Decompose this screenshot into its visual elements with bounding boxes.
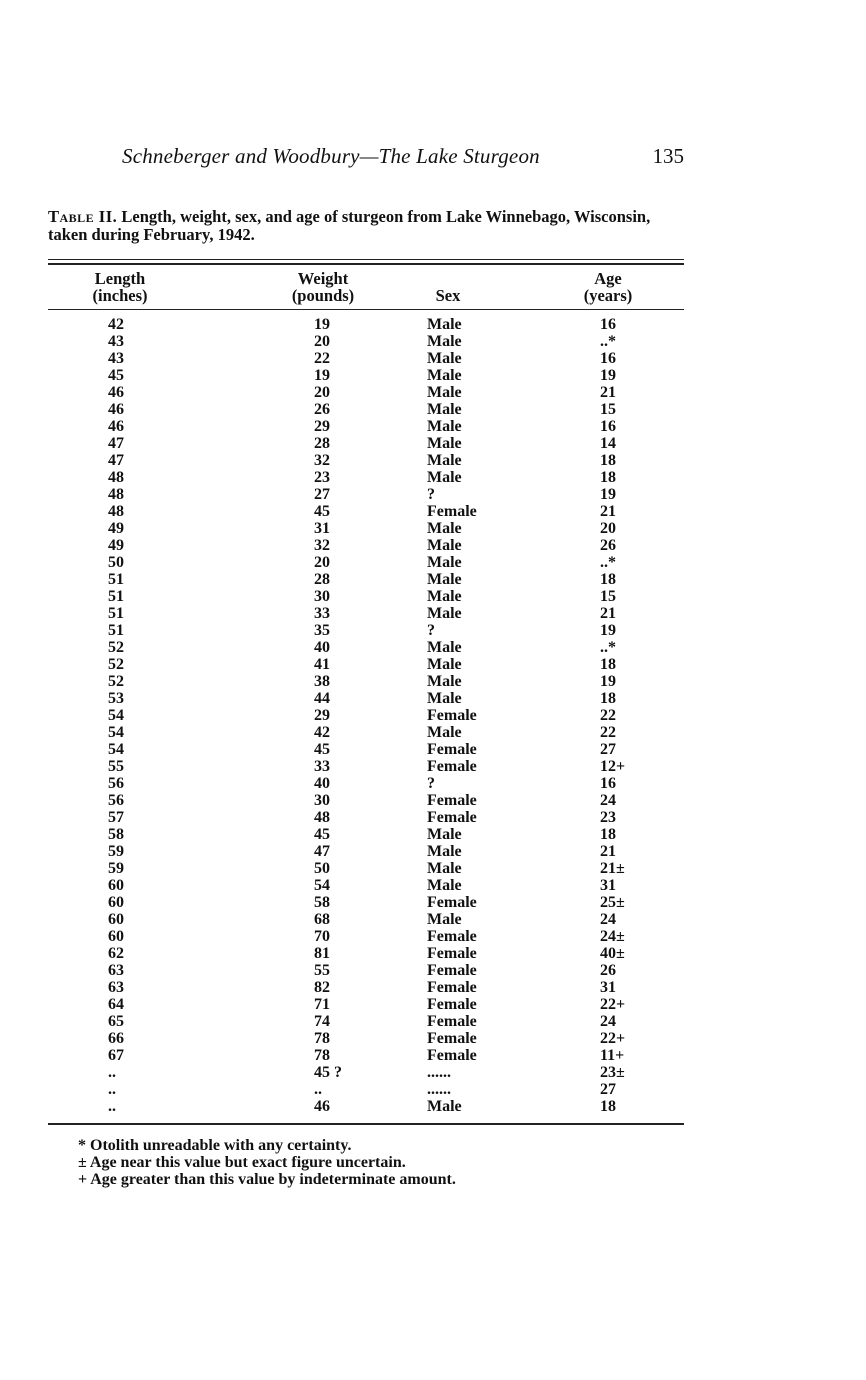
cell-weight: 55	[314, 962, 330, 979]
cell-length: ..	[108, 1064, 116, 1081]
cell-sex: Male	[427, 860, 462, 877]
cell-length: 52	[108, 656, 124, 673]
cell-weight: 68	[314, 911, 330, 928]
table-row	[48, 775, 684, 792]
table-row	[48, 469, 684, 486]
cell-sex: Female	[427, 962, 477, 979]
cell-sex: Male	[427, 316, 462, 333]
cell-sex: Female	[427, 792, 477, 809]
cell-weight: 28	[314, 571, 330, 588]
table-row	[48, 1013, 684, 1030]
cell-weight: 81	[314, 945, 330, 962]
table-row	[48, 554, 684, 571]
cell-length: 62	[108, 945, 124, 962]
cell-sex: Male	[427, 571, 462, 588]
cell-age: 22	[600, 724, 616, 741]
cell-sex: Male	[427, 656, 462, 673]
table-row	[48, 877, 684, 894]
cell-age: 18	[600, 1098, 616, 1115]
cell-weight: 48	[314, 809, 330, 826]
cell-weight: 40	[314, 639, 330, 656]
cell-sex: Male	[427, 367, 462, 384]
cell-weight: 45	[314, 741, 330, 758]
cell-age: 12+	[600, 758, 626, 775]
cell-age: 21	[600, 384, 616, 401]
cell-age: 15	[600, 588, 616, 605]
table-row	[48, 928, 684, 945]
cell-sex: ?	[427, 486, 435, 503]
cell-age: 18	[600, 656, 616, 673]
cell-sex: Female	[427, 894, 477, 911]
cell-sex: Female	[427, 1030, 477, 1047]
column-header-length-line1: Length	[94, 269, 146, 288]
cell-sex: Female	[427, 1047, 477, 1064]
cell-age: ..*	[600, 639, 616, 656]
cell-age: 18	[600, 826, 616, 843]
cell-length: 49	[108, 520, 124, 537]
cell-age: 19	[600, 622, 616, 639]
cell-weight: 54	[314, 877, 330, 894]
column-header-length-line2: (inches)	[92, 286, 148, 305]
cell-age: 24	[600, 792, 616, 809]
cell-sex: ......	[427, 1081, 451, 1098]
cell-sex: Male	[427, 843, 462, 860]
cell-age: 19	[600, 673, 616, 690]
cell-sex: Male	[427, 452, 462, 469]
cell-sex: Male	[427, 877, 462, 894]
cell-sex: Male	[427, 350, 462, 367]
table-caption	[48, 208, 684, 244]
cell-length: 51	[108, 605, 124, 622]
cell-sex: Male	[427, 1098, 462, 1115]
cell-weight: 19	[314, 367, 330, 384]
cell-length: 63	[108, 962, 124, 979]
cell-length: 54	[108, 741, 124, 758]
cell-length: 42	[108, 316, 124, 333]
cell-weight: 47	[314, 843, 330, 860]
cell-age: 21	[600, 605, 616, 622]
cell-weight: 30	[314, 792, 330, 809]
table-row	[48, 945, 684, 962]
cell-length: 59	[108, 843, 124, 860]
table-row	[48, 758, 684, 775]
cell-weight: 23	[314, 469, 330, 486]
table-row	[48, 520, 684, 537]
cell-age: 27	[600, 1081, 616, 1098]
cell-sex: Female	[427, 928, 477, 945]
cell-length: 63	[108, 979, 124, 996]
cell-sex: ?	[427, 622, 435, 639]
cell-age: 31	[600, 877, 616, 894]
cell-weight: 45	[314, 503, 330, 520]
cell-weight: 32	[314, 452, 330, 469]
cell-length: 47	[108, 435, 124, 452]
table-row	[48, 792, 684, 809]
table-row	[48, 1064, 684, 1081]
cell-age: 22	[600, 707, 616, 724]
cell-sex: Male	[427, 911, 462, 928]
column-header-age	[570, 270, 646, 304]
cell-length: 51	[108, 588, 124, 605]
table-row	[48, 316, 684, 333]
cell-age: 20	[600, 520, 616, 537]
cell-weight: 22	[314, 350, 330, 367]
table-row	[48, 690, 684, 707]
cell-weight: 70	[314, 928, 330, 945]
cell-age: 25±	[600, 894, 625, 911]
cell-length: 65	[108, 1013, 124, 1030]
cell-weight: 42	[314, 724, 330, 741]
cell-sex: Male	[427, 418, 462, 435]
cell-sex: Male	[427, 690, 462, 707]
cell-sex: Female	[427, 979, 477, 996]
cell-length: 52	[108, 673, 124, 690]
table-row	[48, 418, 684, 435]
cell-length: 48	[108, 469, 124, 486]
cell-sex: Female	[427, 741, 477, 758]
table-top-rule	[48, 259, 684, 260]
cell-weight: 32	[314, 537, 330, 554]
cell-age: 24	[600, 911, 616, 928]
cell-weight: 29	[314, 707, 330, 724]
cell-age: 21±	[600, 860, 625, 877]
cell-sex: Male	[427, 673, 462, 690]
table-row	[48, 571, 684, 588]
table-row	[48, 350, 684, 367]
cell-weight: 40	[314, 775, 330, 792]
running-head	[122, 144, 684, 174]
cell-age: 26	[600, 962, 616, 979]
cell-length: 45	[108, 367, 124, 384]
table-row	[48, 911, 684, 928]
table-row	[48, 894, 684, 911]
cell-weight: 19	[314, 316, 330, 333]
column-header-weight-line2: (pounds)	[291, 286, 355, 305]
table-row	[48, 741, 684, 758]
table-row	[48, 639, 684, 656]
table-row	[48, 826, 684, 843]
cell-sex: Male	[427, 537, 462, 554]
cell-age: 26	[600, 537, 616, 554]
cell-sex: Male	[427, 435, 462, 452]
table-row	[48, 384, 684, 401]
cell-age: 18	[600, 452, 616, 469]
cell-weight: 50	[314, 860, 330, 877]
cell-length: 46	[108, 401, 124, 418]
table-row	[48, 435, 684, 452]
cell-weight: 45	[314, 826, 330, 843]
cell-length: 60	[108, 928, 124, 945]
cell-sex: Female	[427, 945, 477, 962]
cell-length: 46	[108, 418, 124, 435]
cell-length: 48	[108, 486, 124, 503]
cell-length: 56	[108, 792, 124, 809]
cell-length: 53	[108, 690, 124, 707]
cell-weight: 41	[314, 656, 330, 673]
footnote-asterisk: * Otolith unreadable with any certainty.	[78, 1137, 352, 1154]
cell-length: 66	[108, 1030, 124, 1047]
cell-sex: Male	[427, 554, 462, 571]
table-bottom-rule	[48, 1123, 684, 1125]
cell-length: 54	[108, 724, 124, 741]
table-row	[48, 401, 684, 418]
cell-length: ..	[108, 1098, 116, 1115]
cell-length: 55	[108, 758, 124, 775]
table-row	[48, 860, 684, 877]
cell-sex: Male	[427, 401, 462, 418]
column-header-age-line2: (years)	[583, 286, 633, 305]
footnote-plus-minus: ± Age near this value but exact figure uncertain.	[78, 1154, 406, 1171]
cell-sex: Female	[427, 1013, 477, 1030]
cell-age: 18	[600, 690, 616, 707]
cell-weight: 82	[314, 979, 330, 996]
cell-weight: 20	[314, 384, 330, 401]
cell-sex: ......	[427, 1064, 451, 1081]
cell-length: 56	[108, 775, 124, 792]
running-title: Schneberger and Woodbury—The Lake Sturgeon	[122, 144, 540, 168]
column-header-weight	[278, 270, 368, 304]
cell-age: 27	[600, 741, 616, 758]
cell-weight: 29	[314, 418, 330, 435]
cell-age: ..*	[600, 333, 616, 350]
cell-sex: Female	[427, 758, 477, 775]
cell-age: 22+	[600, 996, 626, 1013]
cell-length: 59	[108, 860, 124, 877]
cell-length: 50	[108, 554, 124, 571]
cell-length: 60	[108, 877, 124, 894]
table-row	[48, 1081, 684, 1098]
cell-sex: Male	[427, 639, 462, 656]
cell-weight: 31	[314, 520, 330, 537]
cell-length: 51	[108, 622, 124, 639]
table-row	[48, 843, 684, 860]
cell-age: 11+	[600, 1047, 625, 1064]
cell-age: 16	[600, 350, 616, 367]
column-header-sex-line2: Sex	[435, 286, 461, 305]
table-row	[48, 1030, 684, 1047]
cell-age: 18	[600, 469, 616, 486]
cell-length: 60	[108, 894, 124, 911]
cell-age: 15	[600, 401, 616, 418]
cell-length: 67	[108, 1047, 124, 1064]
table-top-rule-thick	[48, 263, 684, 265]
cell-sex: Female	[427, 996, 477, 1013]
cell-length: 51	[108, 571, 124, 588]
column-header-length	[78, 270, 162, 304]
cell-weight: 45 ?	[314, 1064, 342, 1081]
cell-length: 46	[108, 384, 124, 401]
cell-weight: 30	[314, 588, 330, 605]
table-row	[48, 724, 684, 741]
cell-sex: Male	[427, 826, 462, 843]
cell-length: 48	[108, 503, 124, 520]
footnote-plus: + Age greater than this value by indeterminate amount.	[78, 1171, 456, 1188]
cell-length: 58	[108, 826, 124, 843]
table-label: Table II.	[48, 207, 118, 226]
table-row	[48, 367, 684, 384]
table-row	[48, 979, 684, 996]
cell-length: 49	[108, 537, 124, 554]
table-row	[48, 537, 684, 554]
column-header-sex-line1	[418, 270, 478, 287]
cell-weight: 26	[314, 401, 330, 418]
cell-age: 23±	[600, 1064, 625, 1081]
cell-sex: ?	[427, 775, 435, 792]
cell-age: 16	[600, 775, 616, 792]
cell-age: ..*	[600, 554, 616, 571]
cell-weight: 33	[314, 605, 330, 622]
cell-sex: Male	[427, 384, 462, 401]
table-row	[48, 452, 684, 469]
caption-text: Length, weight, sex, and age of sturgeon from Lake Winnebago, Wisconsin, taken during February, 1942.	[48, 207, 651, 244]
cell-age: 14	[600, 435, 616, 452]
cell-weight: ..	[314, 1081, 322, 1098]
cell-weight: 27	[314, 486, 330, 503]
cell-length: 43	[108, 350, 124, 367]
cell-weight: 20	[314, 333, 330, 350]
cell-sex: Female	[427, 707, 477, 724]
cell-length: ..	[108, 1081, 116, 1098]
cell-sex: Female	[427, 503, 477, 520]
cell-age: 40±	[600, 945, 625, 962]
cell-weight: 20	[314, 554, 330, 571]
cell-age: 16	[600, 418, 616, 435]
cell-weight: 44	[314, 690, 330, 707]
cell-age: 19	[600, 367, 616, 384]
table-row	[48, 333, 684, 350]
cell-age: 21	[600, 503, 616, 520]
cell-sex: Male	[427, 520, 462, 537]
cell-weight: 38	[314, 673, 330, 690]
cell-weight: 58	[314, 894, 330, 911]
table-row	[48, 809, 684, 826]
cell-length: 43	[108, 333, 124, 350]
cell-sex: Male	[427, 605, 462, 622]
cell-sex: Male	[427, 469, 462, 486]
cell-age: 24	[600, 1013, 616, 1030]
table-row	[48, 1047, 684, 1064]
table-row	[48, 622, 684, 639]
cell-age: 31	[600, 979, 616, 996]
table-row	[48, 656, 684, 673]
cell-sex: Male	[427, 333, 462, 350]
cell-weight: 78	[314, 1047, 330, 1064]
cell-length: 54	[108, 707, 124, 724]
column-header-weight-line1: Weight	[297, 269, 349, 288]
cell-age: 22+	[600, 1030, 626, 1047]
cell-age: 19	[600, 486, 616, 503]
cell-length: 60	[108, 911, 124, 928]
cell-sex: Male	[427, 588, 462, 605]
table-row	[48, 996, 684, 1013]
cell-weight: 71	[314, 996, 330, 1013]
column-header-age-line1: Age	[594, 269, 622, 288]
page-number: 135	[652, 144, 684, 168]
column-header-sex	[418, 270, 478, 304]
table-row	[48, 1098, 684, 1115]
cell-age: 16	[600, 316, 616, 333]
cell-weight: 33	[314, 758, 330, 775]
table-row	[48, 605, 684, 622]
table-row	[48, 503, 684, 520]
table-body	[48, 316, 684, 1115]
cell-sex: Male	[427, 724, 462, 741]
cell-length: 57	[108, 809, 124, 826]
cell-weight: 35	[314, 622, 330, 639]
cell-weight: 74	[314, 1013, 330, 1030]
cell-weight: 46	[314, 1098, 330, 1115]
table-row	[48, 588, 684, 605]
footnotes	[78, 1137, 678, 1188]
cell-length: 47	[108, 452, 124, 469]
cell-age: 23	[600, 809, 616, 826]
table-row	[48, 962, 684, 979]
cell-weight: 28	[314, 435, 330, 452]
cell-age: 21	[600, 843, 616, 860]
cell-age: 24±	[600, 928, 625, 945]
cell-weight: 78	[314, 1030, 330, 1047]
cell-length: 64	[108, 996, 124, 1013]
table-row	[48, 707, 684, 724]
cell-age: 18	[600, 571, 616, 588]
cell-length: 52	[108, 639, 124, 656]
cell-sex: Female	[427, 809, 477, 826]
table-row	[48, 486, 684, 503]
header-rule	[48, 309, 684, 310]
table-row	[48, 673, 684, 690]
